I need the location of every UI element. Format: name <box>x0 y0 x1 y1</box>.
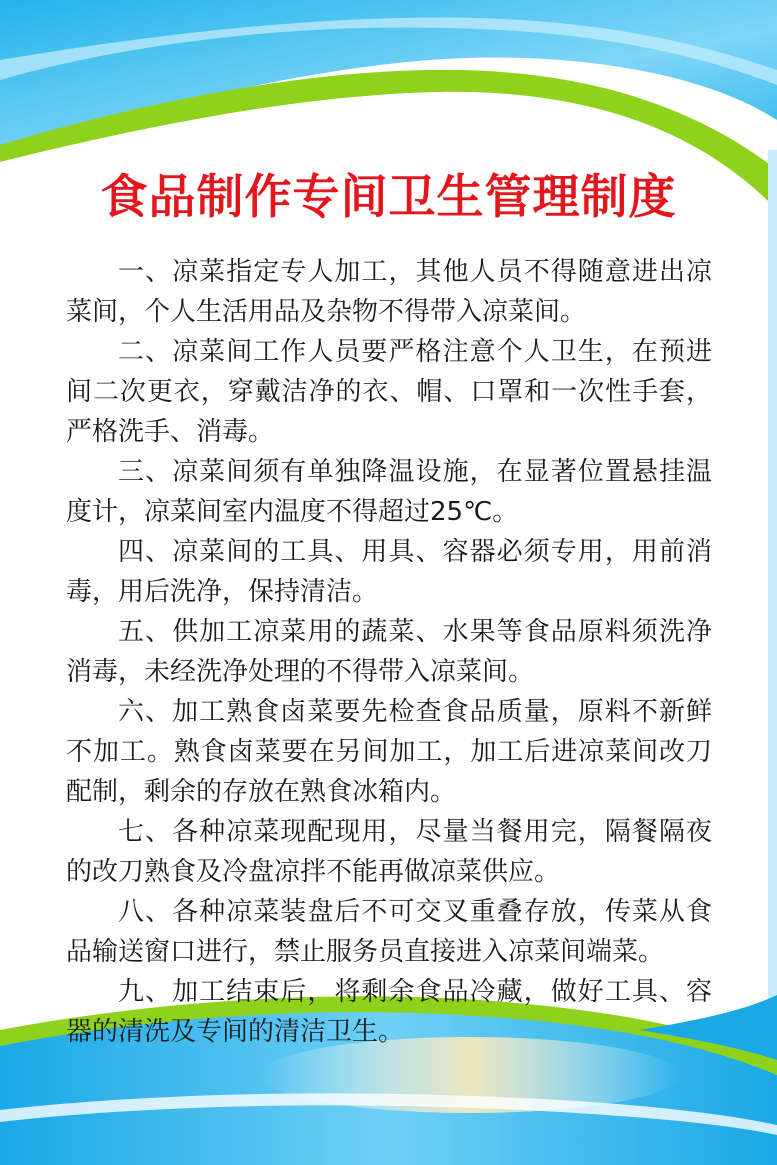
poster-title: 食品制作专间卫生管理制度 <box>100 170 677 225</box>
rule-item: 九、加工结束后，将剩余食品冷藏，做好工具、容器的清洗及专间的清洁卫生。 <box>66 977 712 1047</box>
rule-item: 二、凉菜间工作人员要严格注意个人卫生，在预进间二次更衣，穿戴洁净的衣、帽、口罩和一次性手套，严格洗手、消毒。 <box>66 337 712 447</box>
rule-item: 八、各种凉菜装盘后不可交叉重叠存放，传菜从食品输送窗口进行，禁止服务员直接进入凉菜间端菜。 <box>66 897 712 967</box>
rule-item: 一、凉菜指定专人加工，其他人员不得随意进出凉菜间，个人生活用品及杂物不得带入凉菜间。 <box>66 257 712 327</box>
rule-item: 六、加工熟食卤菜要先检查食品质量，原料不新鲜不加工。熟食卤菜要在另间加工，加工后进凉菜间改刀配制，剩余的存放在熟食冰箱内。 <box>66 697 712 807</box>
rules-list <box>66 252 712 1052</box>
rule-item: 四、凉菜间的工具、用具、容器必须专用，用前消毒，用后洗净，保持清洁。 <box>66 537 712 607</box>
rule-item: 七、各种凉菜现配现用，尽量当餐用完，隔餐隔夜的改刀熟食及冷盘凉拌不能再做凉菜供应。 <box>66 817 712 887</box>
rule-item: 五、供加工凉菜用的蔬菜、水果等食品原料须洗净消毒，未经洗净处理的不得带入凉菜间。 <box>66 617 712 687</box>
rule-item: 三、凉菜间须有单独降温设施，在显著位置悬挂温度计，凉菜间室内温度不得超过25℃。 <box>66 457 712 527</box>
